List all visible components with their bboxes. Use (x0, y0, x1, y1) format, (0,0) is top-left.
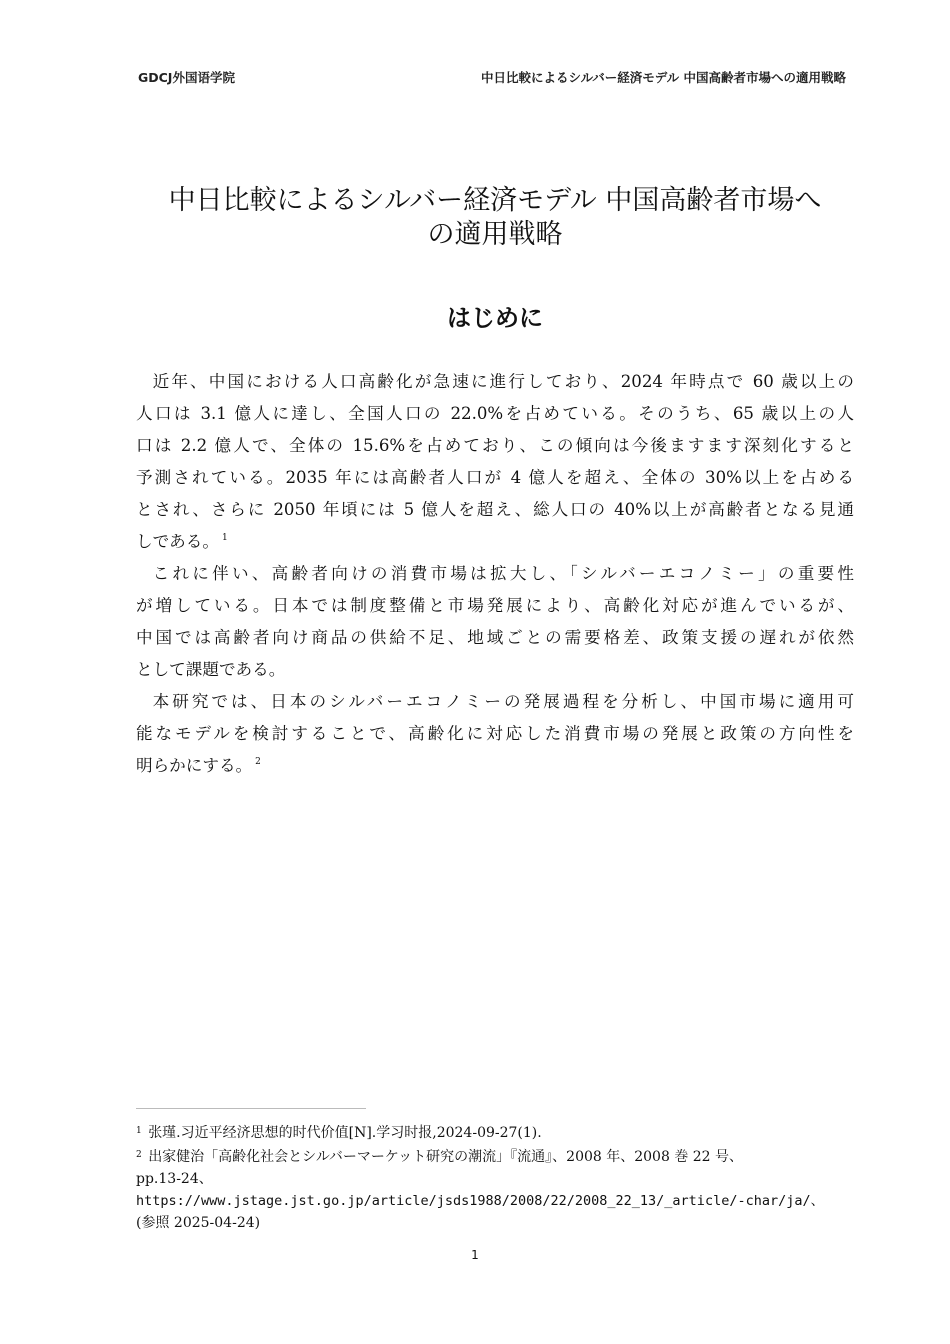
text-line: 口は 2.2 億人で、全体の 15.6%を占めており、この傾向は今後ますます深刻化すると (136, 436, 854, 455)
running-header-institution: GDCJ外国语学院 (138, 70, 235, 85)
footnote-text: 张瑾.习近平经济思想的时代价值[N].学习时报,2024-09-27(1). (148, 1125, 542, 1141)
footnote-reference[interactable]: 1 (221, 533, 228, 543)
footnote-mark: 2 (136, 1150, 142, 1160)
text-line-content: 明らかにする。 (136, 756, 253, 775)
running-header-title: 中日比較によるシルバー経済モデル 中国高齢者市場への適用戦略 (480, 70, 846, 85)
text-line: が増している。日本では制度整備と市場発展により、高齢化対応が進んでいるが、 (136, 596, 854, 615)
text-line: として課題である。 (136, 660, 286, 679)
text-line: とされ、さらに 2050 年頃には 5 億人を超え、総人口の 40%以上が高齢者となる見通 (136, 500, 854, 519)
footnote-item (136, 1144, 854, 1168)
paragraph (136, 366, 854, 558)
footnote-text: 出家健治「高齢化社会とシルバーマーケット研究の潮流」『流通』、2008 年、2008 巻 22 号、 (148, 1149, 744, 1165)
text-line-content: しである。 (136, 532, 219, 551)
footnote-reference[interactable]: 2 (255, 757, 261, 767)
footnote-mark: 1 (136, 1126, 142, 1136)
footnote-text-line: pp.13-24、 (136, 1171, 213, 1187)
text-line: 中国では高齢者向け商品の供給不足、地域ごとの需要格差、政策支援の遅れが依然 (136, 628, 854, 647)
footnote-url-link[interactable]: https://www.jstage.jst.go.jp/article/jsds1988/2008/22/2008_22_13/_article/-char/ja/、 (136, 1193, 825, 1209)
footnote-item (136, 1120, 854, 1144)
text-line: これに伴い、高齢者向けの消費市場は拡大し、「シルバーエコノミー」の重要性 (152, 564, 854, 583)
text-line: 人口は 3.1 億人に達し、全国人口の 22.0%を占めている。そのうち、65 歳以上の人 (136, 404, 854, 423)
paper-title-line: の適用戦略 (427, 219, 563, 250)
paragraph (136, 686, 854, 782)
text-line: 近年、中国における人口高齢化が急速に進行しており、2024 年時点で 60 歳以上の (152, 372, 854, 391)
paper-title (136, 184, 854, 252)
text-line: 予測されている。2035 年には高齢者人口が 4 億人を超え、全体の 30%以上を占める (136, 468, 854, 487)
footnote-text-line: (参照 2025-04-24) (136, 1215, 261, 1231)
footnotes (136, 1120, 854, 1234)
section-heading: はじめに (447, 304, 543, 332)
page-number: 1 (471, 1248, 479, 1262)
body-text (136, 366, 854, 782)
paper-title-line: 中日比較によるシルバー経済モデル 中国高齢者市場へ (168, 185, 822, 216)
text-line (136, 750, 854, 782)
text-line: 能なモデルを検討することで、高齢化に対応した消費市場の発展と政策の方向性を (136, 724, 854, 743)
text-line (136, 526, 854, 558)
text-line: 本研究では、日本のシルバーエコノミーの発展過程を分析し、中国市場に適用可 (152, 692, 854, 711)
paragraph (136, 558, 854, 686)
footnote-separator (136, 1108, 366, 1109)
